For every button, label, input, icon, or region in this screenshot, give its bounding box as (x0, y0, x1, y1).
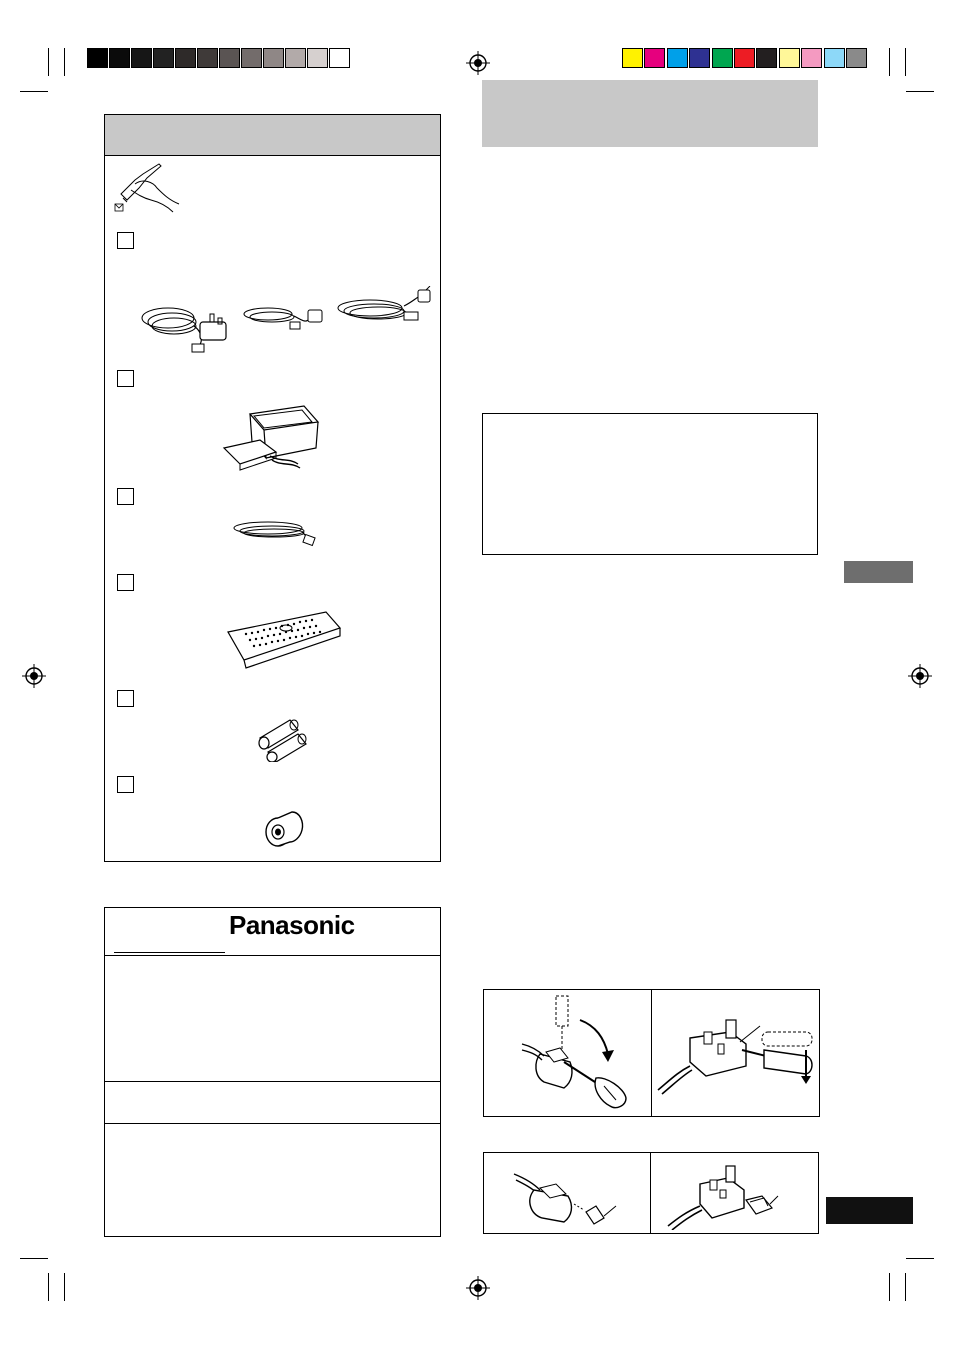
accessories-header (105, 115, 440, 156)
gray-swatch (153, 48, 174, 68)
loop-antenna-icon (220, 402, 324, 476)
checkbox-batteries[interactable] (117, 690, 134, 707)
power-cord-icon (334, 286, 434, 326)
checkbox-ac-mains-lead[interactable] (117, 232, 134, 249)
signature-line (114, 952, 225, 953)
guarantee-panel-divider-2 (105, 1081, 440, 1082)
fm-antenna-icon (230, 514, 316, 548)
registration-mark-left-icon (22, 664, 46, 688)
guarantee-panel (104, 907, 441, 1237)
registration-mark-right-icon (908, 664, 932, 688)
color-swatch (756, 48, 777, 68)
ferrite-core-icon (262, 808, 306, 850)
color-swatch (801, 48, 822, 68)
color-swatch (644, 48, 665, 68)
color-swatch (846, 48, 867, 68)
plug-figure-divider-2 (650, 1153, 651, 1233)
checkbox-am-loop-antenna[interactable] (117, 370, 134, 387)
gray-swatch (175, 48, 196, 68)
checkbox-remote-control[interactable] (117, 574, 134, 591)
registration-mark-top-icon (466, 51, 490, 75)
guarantee-panel-divider-3 (105, 1123, 440, 1124)
brand-logo: Panasonic (229, 910, 355, 940)
power-cord-icon (240, 298, 326, 338)
notice-box (482, 413, 818, 555)
batteries-icon (254, 712, 314, 762)
gray-swatch (131, 48, 152, 68)
power-cord-icon (138, 296, 234, 360)
gray-swatch (109, 48, 130, 68)
gray-swatch (329, 48, 350, 68)
page-number-tab (826, 1197, 913, 1224)
color-swatch (622, 48, 643, 68)
color-swatch (689, 48, 710, 68)
registration-mark-bottom-icon (466, 1276, 490, 1300)
gray-swatch (307, 48, 328, 68)
gray-swatch (219, 48, 240, 68)
hand-writing-icon (113, 160, 183, 216)
color-swatch (779, 48, 800, 68)
remote-control-icon (226, 610, 342, 672)
guarantee-panel-divider-1 (105, 955, 440, 956)
color-swatch (667, 48, 688, 68)
gray-swatch (87, 48, 108, 68)
plug-figure-divider (651, 990, 652, 1116)
gray-swatch (197, 48, 218, 68)
plug-fuse-carrier-icon (666, 1160, 786, 1230)
color-swatch (824, 48, 845, 68)
color-swatch (734, 48, 755, 68)
plug-fuse-removal-icon (512, 1160, 624, 1230)
section-header-bar (482, 80, 818, 147)
gray-swatch (285, 48, 306, 68)
checkbox-ferrite-core[interactable] (117, 776, 134, 793)
color-swatch (712, 48, 733, 68)
plug-screwdriver-lever-icon (656, 1014, 816, 1096)
gray-swatch (241, 48, 262, 68)
language-tab (844, 561, 913, 583)
plug-screwdriver-open-icon (520, 992, 632, 1112)
checkbox-fm-antenna[interactable] (117, 488, 134, 505)
gray-swatch (263, 48, 284, 68)
